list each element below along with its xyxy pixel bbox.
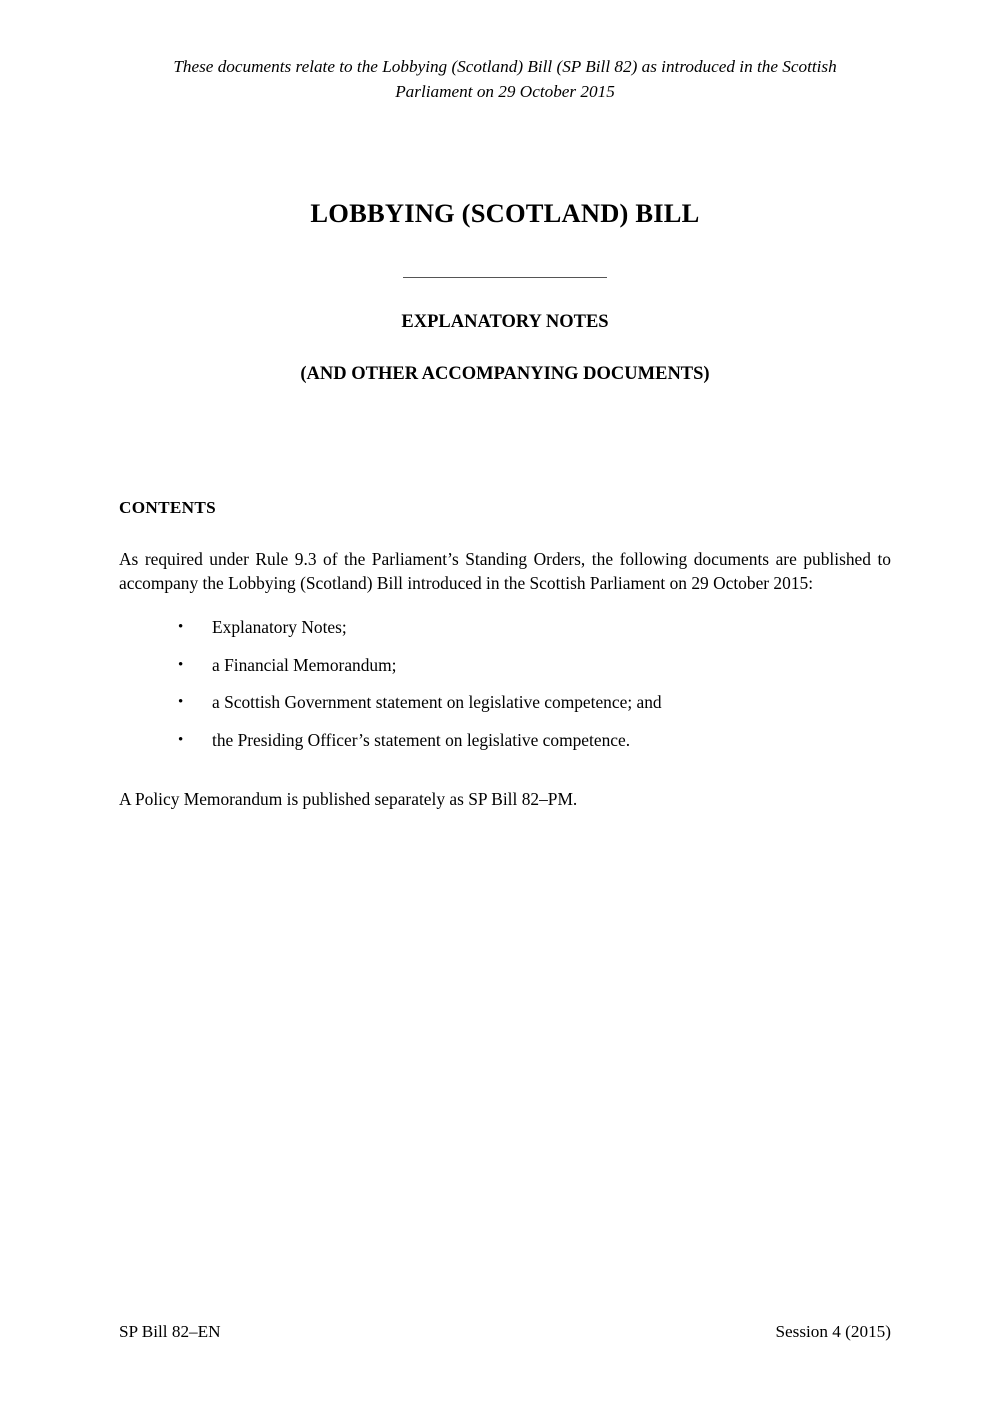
contents-intro-paragraph: As required under Rule 9.3 of the Parliament’s Standing Orders, the following documents are published to accompany the Lobbying (Scotland) Bill introduced in the Scottish Parliament on 29 October 2015: [119, 549, 891, 593]
list-item-label: a Scottish Government statement on legislative competence; and [212, 692, 662, 712]
list-item [119, 654, 891, 678]
footer-bill-reference: SP Bill 82–EN [119, 1322, 221, 1341]
contents-document-list [119, 616, 891, 752]
horizontal-rule [403, 277, 607, 278]
page-title: LOBBYING (SCOTLAND) BILL [310, 198, 700, 228]
policy-memorandum-note: A Policy Memorandum is published separately as SP Bill 82–PM. [119, 789, 578, 809]
bullet-icon: • [178, 656, 184, 673]
list-item-label: a Financial Memorandum; [212, 654, 397, 675]
list-item [119, 616, 891, 640]
list-item [119, 691, 891, 715]
bullet-icon: • [178, 619, 184, 635]
running-header [119, 54, 891, 104]
running-header-line-2: Parliament on 29 October 2015 [395, 82, 615, 101]
list-item [119, 729, 891, 753]
contents-section [119, 498, 891, 812]
subtitle-explanatory-notes: EXPLANATORY NOTES [401, 312, 609, 332]
title-block [119, 196, 891, 386]
bullet-icon: • [178, 731, 184, 748]
list-item-label: the Presiding Officer’s statement on legislative competence. [212, 729, 631, 750]
page-footer [119, 1320, 891, 1343]
list-item-label: Explanatory Notes; [212, 617, 347, 637]
contents-heading: CONTENTS [119, 498, 216, 517]
bullet-icon: • [178, 694, 184, 710]
subtitle-accompanying-documents: (AND OTHER ACCOMPANYING DOCUMENTS) [300, 364, 710, 384]
title-divider [119, 277, 891, 278]
running-header-line-1: These documents relate to the Lobbying (Scotland) Bill (SP Bill 82) as introduced in the Scottish [173, 57, 837, 76]
footer-session: Session 4 (2015) [775, 1322, 891, 1341]
